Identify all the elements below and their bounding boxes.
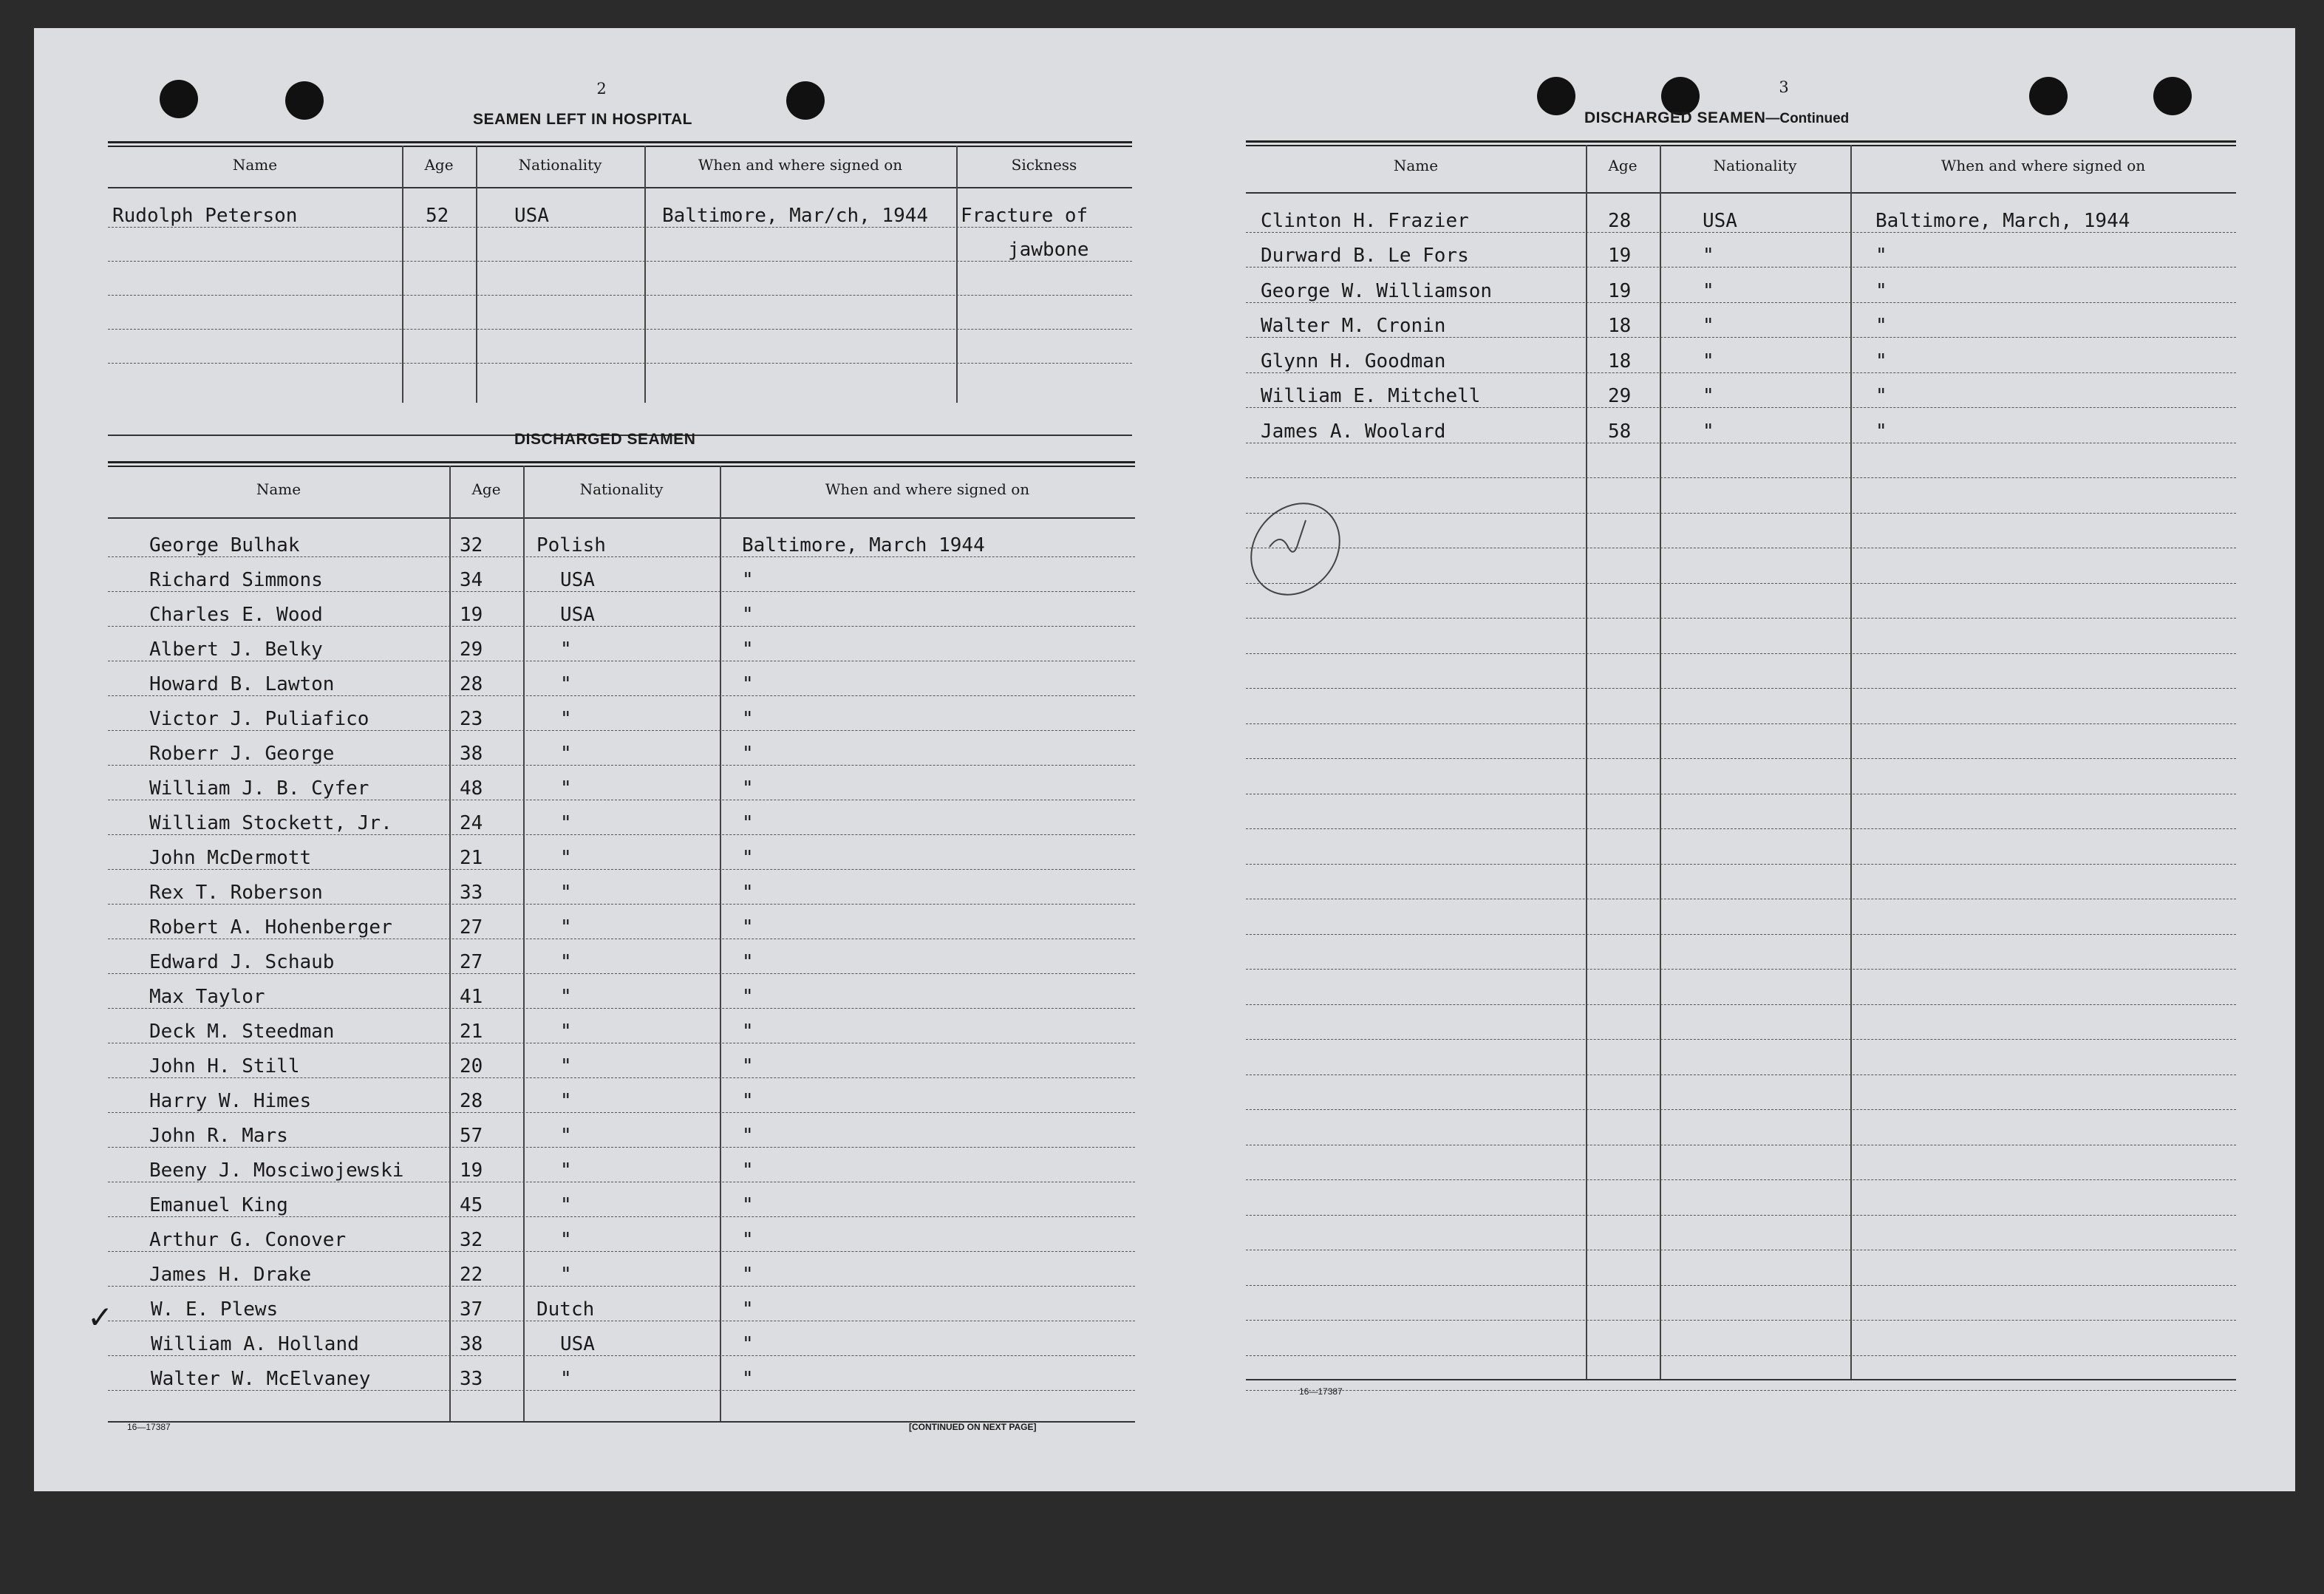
cell-signed-on: " [742,847,754,869]
cell-name: Victor J. Puliafico [149,708,369,730]
table-row [108,591,1135,627]
table-row [108,834,1135,870]
table-row [108,800,1135,835]
discharged-continued-table [1246,140,2236,1411]
cell-nationality: " [560,638,572,661]
cell-signed-on: " [742,673,754,695]
cell-name: James A. Woolard [1261,420,1446,443]
table-row [108,1008,1135,1043]
hospital-title: SEAMEN LEFT IN HOSPITAL [473,111,692,128]
table-row [1246,337,2236,373]
cell-age: 23 [460,708,483,730]
cell-signed-on: Baltimore, Mar/ch, 1944 [662,205,929,227]
right-page [1165,28,2295,1491]
cell-nationality: " [560,1264,572,1286]
cell-age: 18 [1608,350,1632,372]
table-row [108,1216,1135,1252]
punch-hole [285,81,324,120]
cell-nationality: USA [514,205,549,227]
cell-signed-on: " [1875,279,1887,302]
table-row [108,1182,1135,1217]
cell-age: 32 [460,1229,483,1251]
table-row [108,556,1135,592]
cell-name: Walter M. Cronin [1261,315,1446,337]
handwritten-initials-stamp [1240,494,1351,604]
cell-age: 48 [460,777,483,800]
blank-row [1246,1145,2236,1181]
column-header-age: Age [424,156,454,174]
column-header-sickness: Sickness [1011,156,1077,174]
cell-name: Roberr J. George [149,743,335,765]
blank-row [1246,1039,2236,1075]
blank-row [1246,653,2236,689]
table-row [108,1147,1135,1182]
cell-age: 27 [460,916,483,939]
table-row [108,329,1132,364]
cell-name: W. E. Plews [151,1298,279,1321]
check-mark-icon: ✓ [87,1299,114,1335]
cell-name: John H. Still [149,1055,300,1077]
table-row [1246,232,2236,268]
cell-signed-on: " [742,1229,754,1251]
cell-signed-on: " [742,708,754,730]
blank-row [1246,1109,2236,1145]
cell-name: Beeny J. Mosciwojewski [149,1159,404,1182]
blank-row [1246,583,2236,619]
table-row [108,1286,1135,1321]
table-row [108,939,1135,974]
table-row [1246,407,2236,443]
cell-age: 19 [1608,279,1632,302]
cell-age: 18 [1608,315,1632,337]
cell-nationality: " [560,743,572,765]
cell-signed-on: " [1875,420,1887,443]
cell-signed-on: " [1875,385,1887,407]
cell-age: 19 [460,604,483,626]
cell-name: George Bulhak [149,534,300,556]
punch-hole [2153,77,2192,115]
cell-age: 32 [460,534,483,556]
cell-signed-on: " [742,986,754,1008]
cell-name: John R. Mars [149,1125,288,1147]
cell-nationality: " [560,673,572,695]
cell-nationality: " [560,1090,572,1112]
blank-row [1246,1004,2236,1040]
cell-age: 37 [460,1298,483,1321]
table-row [1246,302,2236,338]
cell-signed-on: " [742,1125,754,1147]
table-row [1246,197,2236,233]
cell-signed-on: " [1875,245,1887,267]
cell-nationality: " [560,1021,572,1043]
cell-signed-on: " [742,1298,754,1321]
cell-name: Richard Simmons [149,569,323,591]
cell-nationality: " [560,1159,572,1182]
form-number: 16—17387 [127,1422,171,1432]
table-row [108,1077,1135,1113]
cell-signed-on: " [742,1055,754,1077]
cell-name: Edward J. Schaub [149,951,335,973]
blank-row [1246,1320,2236,1356]
cell-name: Durward B. Le Fors [1261,245,1469,267]
blank-row [1246,794,2236,830]
column-header-signed-on: When and where signed on [825,480,1030,498]
cell-name: William J. B. Cyfer [149,777,369,800]
column-header-nationality: Nationality [579,480,664,498]
cell-nationality: " [560,847,572,869]
table-row [108,295,1132,330]
cell-name: Arthur G. Conover [149,1229,347,1251]
left-page [34,28,1165,1491]
cell-age: 45 [460,1194,483,1216]
cell-signed-on: " [742,777,754,800]
cell-age: 28 [1608,209,1632,232]
document-sheet [34,28,2295,1491]
cell-signed-on: " [1875,315,1887,337]
cell-age: 20 [460,1055,483,1077]
cell-age: 22 [460,1264,483,1286]
cell-name: Walter W. McElvaney [151,1368,371,1390]
cell-name: Charles E. Wood [149,604,323,626]
blank-row [1246,758,2236,794]
cell-sickness: Fracture of [961,205,1088,227]
cell-nationality: " [560,708,572,730]
cell-age: 41 [460,986,483,1008]
column-header-nationality: Nationality [1713,157,1797,174]
cell-nationality: " [1703,385,1714,407]
cell-age: 33 [460,882,483,904]
table-row [108,661,1135,696]
cell-signed-on: Baltimore, March, 1944 [1875,209,2130,232]
column-header-signed-on: When and where signed on [1940,157,2146,174]
punch-hole [160,80,198,118]
cell-name: Deck M. Steedman [149,1021,335,1043]
cell-nationality: " [1703,350,1714,372]
continued-note: [CONTINUED ON NEXT PAGE] [909,1422,1037,1432]
cell-signed-on: " [742,1159,754,1182]
page-number: 3 [1779,78,1789,96]
cell-name: William A. Holland [151,1333,359,1355]
column-header-nationality: Nationality [518,156,602,174]
cell-signed-on: " [742,1264,754,1286]
blank-row [1246,1250,2236,1286]
cell-age: 29 [460,638,483,661]
blank-row [1246,1355,2236,1392]
cell-nationality: " [560,812,572,834]
cell-signed-on: " [742,882,754,904]
blank-row [1246,548,2236,584]
cell-name: Glynn H. Goodman [1261,350,1446,372]
cell-nationality: USA [560,569,595,591]
table-row [108,227,1132,262]
cell-nationality: " [560,1229,572,1251]
discharged-table [108,461,1135,1426]
blank-row [1246,1285,2236,1321]
column-header-name: Name [1393,157,1439,174]
blank-row [1246,1215,2236,1251]
cell-age: 21 [460,1021,483,1043]
column-header-name: Name [256,480,301,498]
cell-signed-on: " [1875,350,1887,372]
cell-signed-on: Baltimore, March 1944 [742,534,985,556]
cell-signed-on: " [742,604,754,626]
cell-age: 28 [460,1090,483,1112]
cell-nationality: " [560,777,572,800]
punch-hole [1537,77,1575,115]
cell-name: James H. Drake [149,1264,312,1286]
cell-age: 33 [460,1368,483,1390]
column-header-age: Age [471,480,501,498]
table-row [108,904,1135,939]
column-header-name: Name [232,156,278,174]
table-row [108,869,1135,905]
cell-nationality: " [560,1125,572,1147]
cell-name: Rex T. Roberson [149,882,323,904]
cell-nationality: " [560,1368,572,1390]
blank-row [1246,828,2236,865]
blank-row [1246,443,2236,479]
cell-age: 24 [460,812,483,834]
table-row [108,1112,1135,1148]
cell-nationality: USA [1703,209,1737,232]
cell-signed-on: " [742,1090,754,1112]
cell-name: Robert A. Hohenberger [149,916,392,939]
discharged-continued-title: DISCHARGED SEAMEN—Continued [1584,109,1850,126]
cell-nationality: USA [560,1333,595,1355]
table-row [108,695,1135,731]
table-row [108,1321,1135,1356]
discharged-title: DISCHARGED SEAMEN [514,431,696,448]
punch-hole [2029,77,2068,115]
cell-name: Max Taylor [149,986,265,1008]
blank-row [1246,477,2236,514]
table-row [108,193,1132,228]
cell-nationality: " [560,1055,572,1077]
cell-age: 19 [460,1159,483,1182]
cell-nationality: Polish [536,534,606,556]
cell-name: Clinton H. Frazier [1261,209,1469,232]
cell-signed-on: " [742,1333,754,1355]
table-row [108,626,1135,661]
table-row [108,730,1135,766]
cell-age: 58 [1608,420,1632,443]
table-row [108,1355,1135,1391]
cell-nationality: " [1703,279,1714,302]
cell-signed-on: " [742,812,754,834]
cell-name: George W. Williamson [1261,279,1493,302]
cell-signed-on: " [742,743,754,765]
table-row [108,261,1132,296]
cell-nationality: " [1703,420,1714,443]
blank-row [1246,723,2236,760]
cell-nationality: " [560,986,572,1008]
cell-age: 19 [1608,245,1632,267]
cell-nationality: USA [560,604,595,626]
page-number: 2 [596,80,607,98]
cell-name: Harry W. Himes [149,1090,312,1112]
hospital-table [108,141,1132,438]
column-header-signed-on: When and where signed on [698,156,903,174]
cell-signed-on: " [742,569,754,591]
cell-age: 38 [460,1333,483,1355]
blank-row [1246,864,2236,900]
cell-nationality: " [1703,315,1714,337]
blank-row [1246,618,2236,654]
cell-nationality: " [560,951,572,973]
column-header-age: Age [1608,157,1638,174]
cell-age: 29 [1608,385,1632,407]
table-row [1246,267,2236,303]
cell-signed-on: " [742,1194,754,1216]
cell-nationality: " [560,882,572,904]
punch-hole [786,81,825,120]
cell-age: 52 [426,205,449,227]
cell-age: 34 [460,569,483,591]
cell-nationality: " [560,1194,572,1216]
cell-name: Albert J. Belky [149,638,323,661]
cell-name: Emanuel King [149,1194,288,1216]
cell-age: 27 [460,951,483,973]
cell-nationality: Dutch [536,1298,595,1321]
table-row [108,522,1135,557]
blank-row [1246,1179,2236,1216]
cell-nationality: " [560,916,572,939]
cell-name: John McDermott [149,847,312,869]
blank-row [1246,934,2236,970]
table-row [1246,372,2236,409]
blank-row [1246,899,2236,935]
cell-name: William Stockett, Jr. [149,812,392,834]
blank-row [1246,1074,2236,1111]
cell-signed-on: " [742,1368,754,1390]
cell-age: 38 [460,743,483,765]
cell-signed-on: " [742,638,754,661]
blank-row [1246,969,2236,1005]
cell-name: Rudolph Peterson [112,205,298,227]
cell-signed-on: " [742,1021,754,1043]
cell-signed-on: " [742,951,754,973]
table-row [108,765,1135,800]
cell-name: William E. Mitchell [1261,385,1481,407]
cell-nationality: " [1703,245,1714,267]
cell-name: Howard B. Lawton [149,673,335,695]
table-row [108,1043,1135,1078]
cell-age: 57 [460,1125,483,1147]
table-row [108,973,1135,1009]
cell-sickness: jawbone [1008,239,1089,261]
blank-row [1246,513,2236,549]
cell-signed-on: " [742,916,754,939]
blank-row [1246,688,2236,724]
cell-age: 21 [460,847,483,869]
cell-age: 28 [460,673,483,695]
form-number: 16—17387 [1299,1386,1343,1397]
table-row [108,1251,1135,1287]
